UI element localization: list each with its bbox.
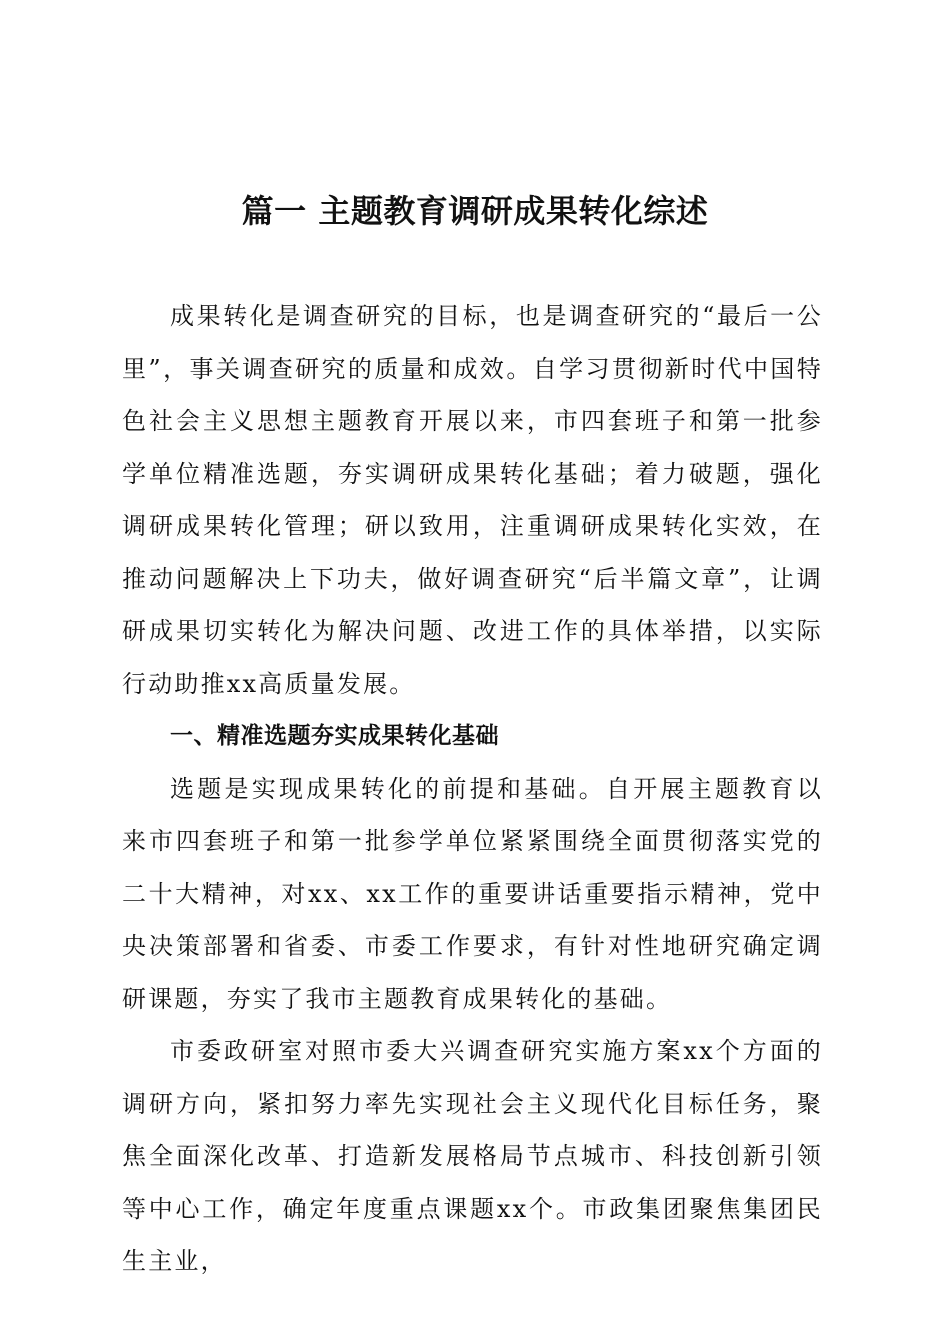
paragraph-policy-research-office: 市委政研室对照市委大兴调查研究实施方案xx个方面的调研方向，紧扣努力率先实现社会主义现代化目标任务，聚焦全面深化改革、打造新发展格局节点城市、科技创新引领等中心工作，确定年度重点课题xx个。市政集团聚焦集团民生主业，	[122, 1037, 823, 1275]
section-heading-1: 一、精准选题夯实成果转化基础	[170, 723, 499, 749]
paragraph-intro: 成果转化是调查研究的目标，也是调查研究的“最后一公里”，事关调查研究的质量和成效。自学习贯彻新时代中国特色社会主义思想主题教育开展以来，市四套班子和第一批参学单位精准选题，夯实调研成果转化基础；着力破题，强化调研成果转化管理；研以致用，注重调研成果转化实效，在推动问题解决上下功夫，做好调查研究“后半篇文章”，让调研成果切实转化为解决问题、改进工作的具体举措，以实际行动助推xx高质量发展。	[122, 302, 823, 698]
paragraph-topic-selection: 选题是实现成果转化的前提和基础。自开展主题教育以来市四套班子和第一批参学单位紧紧围绕全面贯彻落实党的二十大精神，对xx、xx工作的重要讲话重要指示精神，党中央决策部署和省委、市委工作要求，有针对性地研究确定调研课题，夯实了我市主题教育成果转化的基础。	[122, 774, 823, 1013]
document-body	[122, 290, 823, 1288]
document-title: 篇一 主题教育调研成果转化综述	[241, 192, 709, 230]
